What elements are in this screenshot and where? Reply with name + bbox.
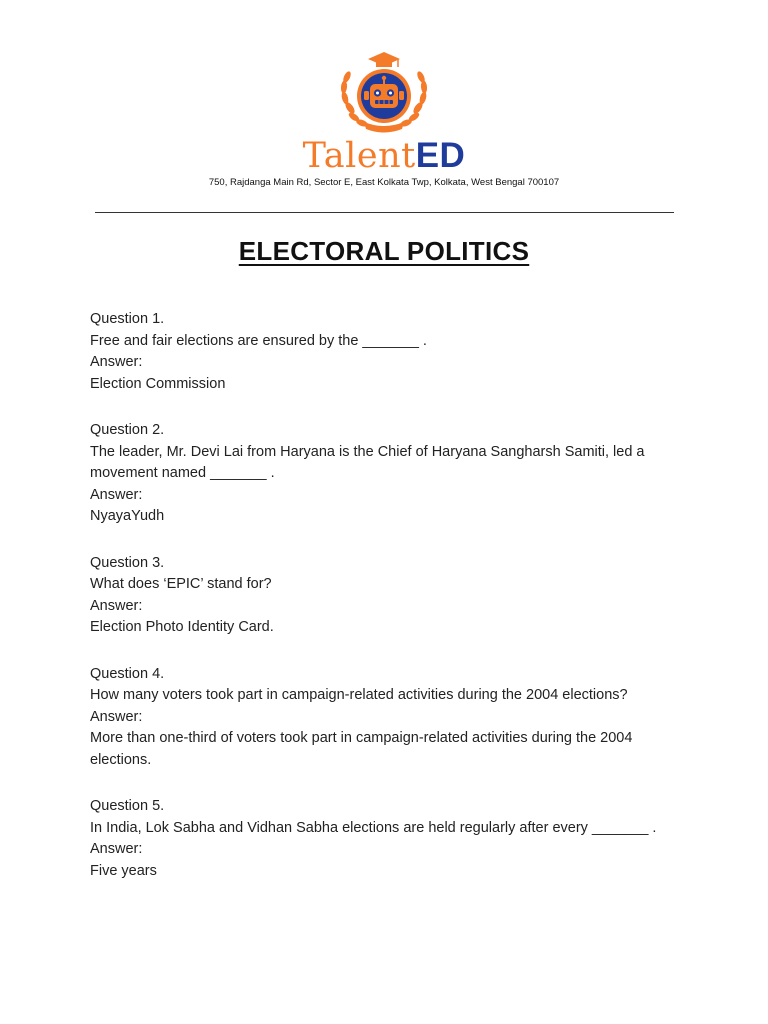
answer-label: Answer:	[90, 841, 143, 857]
answer-text: Five years	[90, 862, 157, 879]
question-list	[90, 309, 690, 907]
qa-item-1	[90, 309, 690, 395]
answer-label: Answer:	[90, 708, 143, 725]
question-label: Question 3.	[90, 554, 165, 571]
answer-text: Election Photo Identity Card.	[90, 619, 274, 635]
talented-logo	[334, 50, 434, 138]
page-title: ELECTORAL POLITICS	[238, 236, 530, 266]
question-label: Question 1.	[90, 311, 165, 327]
question-text: Free and fair elections are ensured by the _______ .	[90, 332, 427, 349]
qa-item-3	[90, 553, 690, 639]
qa-item-4	[90, 664, 690, 772]
question-label: Question 5.	[90, 798, 165, 814]
brand-ed-text: ED	[415, 136, 466, 175]
qa-item-5	[90, 796, 690, 882]
question-text: The leader, Mr. Devi Lai from Haryana is the Chief of Haryana Sangharsh Samiti, led a movement named _______ .	[90, 443, 645, 481]
answer-text: NyayaYudh	[90, 508, 165, 524]
answer-text: Election Commission	[90, 375, 226, 392]
answer-label: Answer:	[90, 354, 143, 370]
answer-text: More than one-third of voters took part in campaign-related activities during the 2004 elections.	[90, 730, 633, 768]
brand-wordmark	[0, 134, 768, 178]
question-text: In India, Lok Sabha and Vidhan Sabha elections are held regularly after every _______ .	[90, 819, 657, 836]
header-divider	[95, 212, 674, 213]
question-text: How many voters took part in campaign-related activities during the 2004 elections?	[90, 687, 628, 703]
question-label: Question 4.	[90, 665, 165, 682]
answer-label: Answer:	[90, 597, 143, 614]
address-line: 750, Rajdanga Main Rd, Sector E, East Kolkata Twp, Kolkata, West Bengal 700107	[208, 177, 560, 188]
question-label: Question 2.	[90, 422, 165, 438]
qa-item-2	[90, 420, 690, 528]
answer-label: Answer:	[90, 486, 143, 503]
robot-graduation-laurel-icon	[334, 50, 434, 138]
brand-talent-text: Talent	[302, 136, 416, 176]
question-text: What does ‘EPIC’ stand for?	[90, 576, 272, 592]
